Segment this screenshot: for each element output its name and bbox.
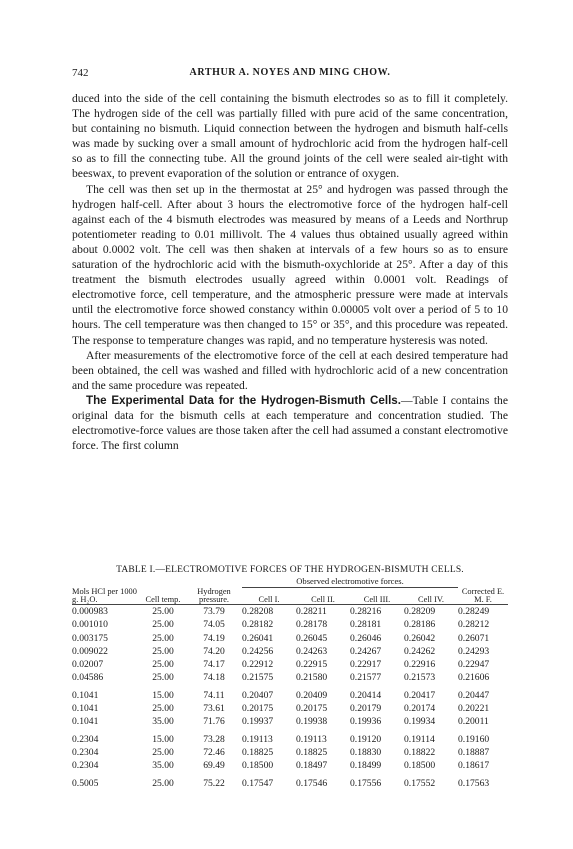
cell-temp: 25.00 bbox=[152, 778, 174, 790]
cell-temp: 25.00 bbox=[152, 671, 174, 683]
cell-emf-3: 0.22917 bbox=[350, 658, 382, 670]
cell-corrected: 0.28212 bbox=[458, 619, 490, 631]
cell-emf-2: 0.20175 bbox=[296, 702, 328, 714]
cell-emf-2: 0.22915 bbox=[296, 658, 328, 670]
cell-temp: 25.00 bbox=[152, 606, 174, 618]
cell-emf-1: 0.20407 bbox=[242, 689, 274, 701]
paragraph-2: The cell was then set up in the thermostat at 25° and hydrogen was passed through the hydrogen half-cell. After about 3 hours the electromotive force of the hydrogen half-cell against each of the 4 bismuth electrodes was measured by means of a Leeds and Northrup potentiometer reading to 0.01 millivolt. The 4 values thus obtained usually agreed within about 0.0002 volt. The cell was then shaken at intervals of a few hours so as to ensure saturation of the hydrochloric acid with the bismuth-oxychloride at 25°. After a day of this treatment the bismuth electrodes usually agreed within 0.0001 volt. Readings of electromotive force, cell temperature, and the atmospheric pressure were made at intervals until the electromotive force showed constancy within 0.00005 volt over a period of 5 to 10 hours. The cell temperature was then changed to 15° or 35°, and this procedure was repeated. The response to temperature changes was rapid, and no temperature hysteresis was noted. bbox=[72, 182, 508, 347]
cell-emf-1: 0.19937 bbox=[242, 716, 274, 728]
cell-corrected: 0.20221 bbox=[458, 702, 490, 714]
cell-pressure: 74.17 bbox=[203, 658, 225, 670]
cell-corrected: 0.21606 bbox=[458, 671, 490, 683]
cell-mols: 0.04586 bbox=[72, 671, 104, 683]
cell-corrected: 0.22947 bbox=[458, 658, 490, 670]
cell-emf-1: 0.28208 bbox=[242, 606, 274, 618]
cell-emf-4: 0.24262 bbox=[404, 645, 436, 657]
cell-emf-4: 0.21573 bbox=[404, 671, 436, 683]
cell-mols: 0.001010 bbox=[72, 619, 108, 631]
table-row bbox=[72, 746, 508, 759]
table-row bbox=[72, 715, 508, 728]
cell-pressure: 75.22 bbox=[203, 778, 225, 790]
cell-emf-2: 0.24263 bbox=[296, 645, 328, 657]
cell-emf-4: 0.17552 bbox=[404, 778, 436, 790]
cell-pressure: 74.18 bbox=[203, 671, 225, 683]
cell-mols: 0.000983 bbox=[72, 606, 108, 618]
cell-temp: 25.00 bbox=[152, 632, 174, 644]
cell-mols: 0.1041 bbox=[72, 702, 99, 714]
cell-emf-1: 0.28182 bbox=[242, 619, 274, 631]
section-heading: The Experimental Data for the Hydrogen-Bismuth Cells. bbox=[86, 393, 401, 407]
page-header bbox=[72, 67, 508, 83]
col-header-corrected: Corrected E. M. F. bbox=[458, 588, 508, 605]
cell-emf-3: 0.18499 bbox=[350, 760, 382, 772]
cell-emf-3: 0.19936 bbox=[350, 716, 382, 728]
paragraph-4-text: —Table I contains the original data for the bismuth cells at each temperature and concentration studied. The electromotive-force values are those taken after the cell had assumed a constant electromotive force. The first column bbox=[72, 393, 508, 453]
cell-temp: 25.00 bbox=[152, 747, 174, 759]
cell-temp: 25.00 bbox=[152, 645, 174, 657]
cell-emf-2: 0.17546 bbox=[296, 778, 328, 790]
cell-emf-4: 0.19934 bbox=[404, 716, 436, 728]
cell-temp: 25.00 bbox=[152, 619, 174, 631]
cell-corrected: 0.17563 bbox=[458, 778, 490, 790]
cell-pressure: 74.11 bbox=[203, 689, 225, 701]
cell-emf-3: 0.17556 bbox=[350, 778, 382, 790]
cell-emf-2: 0.18497 bbox=[296, 760, 328, 772]
cell-emf-4: 0.18500 bbox=[404, 760, 436, 772]
page-number: 742 bbox=[72, 67, 89, 79]
table-row bbox=[72, 605, 508, 619]
running-head: ARTHUR A. NOYES AND MING CHOW. bbox=[189, 67, 391, 78]
cell-emf-4: 0.18822 bbox=[404, 747, 436, 759]
cell-emf-2: 0.26045 bbox=[296, 632, 328, 644]
cell-mols: 0.5005 bbox=[72, 778, 99, 790]
cell-emf-1: 0.18825 bbox=[242, 747, 274, 759]
observed-emf-group-header: Observed electromotive forces. bbox=[242, 576, 458, 588]
cell-pressure: 74.19 bbox=[203, 632, 225, 644]
table-row bbox=[72, 632, 508, 645]
table-row bbox=[72, 645, 508, 658]
cell-mols: 0.1041 bbox=[72, 689, 99, 701]
cell-pressure: 71.76 bbox=[203, 716, 225, 728]
col-header-cell-4: Cell IV. bbox=[404, 588, 458, 605]
cell-temp: 35.00 bbox=[152, 716, 174, 728]
table-row bbox=[72, 684, 508, 702]
cell-emf-3: 0.28216 bbox=[350, 606, 382, 618]
body-text bbox=[72, 91, 508, 453]
cell-emf-4: 0.28186 bbox=[404, 619, 436, 631]
cell-emf-2: 0.19113 bbox=[296, 734, 327, 746]
cell-emf-3: 0.19120 bbox=[350, 734, 382, 746]
cell-mols: 0.1041 bbox=[72, 716, 99, 728]
cell-emf-1: 0.21575 bbox=[242, 671, 274, 683]
paragraph-3: After measurements of the electromotive force of the cell at each desired temperature had been obtained, the cell was washed and filled with hydrochloric acid of a new concentration and the same procedure was repeated. bbox=[72, 348, 508, 392]
col-header-mols: Mols HCl per 1000 g. H₂O. bbox=[72, 588, 140, 605]
cell-emf-1: 0.20175 bbox=[242, 702, 274, 714]
cell-emf-2: 0.20409 bbox=[296, 689, 328, 701]
cell-temp: 25.00 bbox=[152, 658, 174, 670]
col-header-temp: Cell temp. bbox=[140, 588, 186, 605]
table-row bbox=[72, 658, 508, 671]
cell-emf-3: 0.20414 bbox=[350, 689, 382, 701]
table-row bbox=[72, 702, 508, 715]
emf-table bbox=[72, 576, 508, 791]
cell-emf-3: 0.24267 bbox=[350, 645, 382, 657]
cell-emf-4: 0.22916 bbox=[404, 658, 436, 670]
cell-temp: 25.00 bbox=[152, 702, 174, 714]
cell-mols: 0.2304 bbox=[72, 747, 99, 759]
table-caption: TABLE I.—ELECTROMOTIVE FORCES OF THE HYDROGEN-BISMUTH CELLS. bbox=[116, 565, 464, 575]
cell-emf-1: 0.24256 bbox=[242, 645, 274, 657]
cell-pressure: 69.49 bbox=[203, 760, 225, 772]
cell-emf-4: 0.20417 bbox=[404, 689, 436, 701]
cell-mols: 0.2304 bbox=[72, 734, 99, 746]
cell-emf-4: 0.26042 bbox=[404, 632, 436, 644]
col-header-pressure: Hydrogen pressure. bbox=[186, 588, 242, 605]
cell-corrected: 0.18617 bbox=[458, 760, 490, 772]
cell-emf-1: 0.17547 bbox=[242, 778, 274, 790]
paragraph-1: duced into the side of the cell containing the bismuth electrodes so as to fill it completely. The hydrogen side of the cell was partially filled with pure acid of the same concentration, but containing no bismuth. Liquid connection between the hydrogen and bismuth half-cells was made by sucking over a small amount of hydrochloric acid from the hydrogen half-cell so as to fill the connecting tube. All the ground joints of the cell were sealed air-tight with beeswax, to prevent evaporation of the solution or entrance of oxygen. bbox=[72, 92, 508, 181]
col-header-cell-1: Cell I. bbox=[242, 588, 296, 605]
table-row bbox=[72, 772, 508, 790]
cell-emf-2: 0.28211 bbox=[296, 606, 327, 618]
cell-mols: 0.2304 bbox=[72, 760, 99, 772]
cell-corrected: 0.18887 bbox=[458, 747, 490, 759]
cell-corrected: 0.19160 bbox=[458, 734, 490, 746]
cell-emf-4: 0.20174 bbox=[404, 702, 436, 714]
cell-corrected: 0.20011 bbox=[458, 716, 489, 728]
cell-pressure: 73.79 bbox=[203, 606, 225, 618]
cell-corrected: 0.28249 bbox=[458, 606, 490, 618]
cell-pressure: 72.46 bbox=[203, 747, 225, 759]
cell-emf-3: 0.21577 bbox=[350, 671, 382, 683]
paragraph-4 bbox=[72, 393, 508, 453]
table-row bbox=[72, 618, 508, 631]
cell-emf-4: 0.28209 bbox=[404, 606, 436, 618]
cell-emf-3: 0.18830 bbox=[350, 747, 382, 759]
cell-pressure: 74.05 bbox=[203, 619, 225, 631]
table-body bbox=[72, 605, 508, 791]
table-row bbox=[72, 728, 508, 746]
col-header-cell-2: Cell II. bbox=[296, 588, 350, 605]
table-row bbox=[72, 671, 508, 684]
cell-emf-2: 0.19938 bbox=[296, 716, 328, 728]
cell-mols: 0.003175 bbox=[72, 632, 108, 644]
cell-emf-2: 0.21580 bbox=[296, 671, 328, 683]
cell-temp: 15.00 bbox=[152, 734, 174, 746]
cell-corrected: 0.24293 bbox=[458, 645, 490, 657]
cell-pressure: 74.20 bbox=[203, 645, 225, 657]
table-row bbox=[72, 759, 508, 772]
cell-corrected: 0.26071 bbox=[458, 632, 490, 644]
cell-temp: 15.00 bbox=[152, 689, 174, 701]
cell-emf-2: 0.28178 bbox=[296, 619, 328, 631]
cell-mols: 0.02007 bbox=[72, 658, 104, 670]
cell-emf-1: 0.19113 bbox=[242, 734, 273, 746]
cell-emf-1: 0.22912 bbox=[242, 658, 274, 670]
cell-emf-3: 0.26046 bbox=[350, 632, 382, 644]
cell-pressure: 73.61 bbox=[203, 702, 225, 714]
cell-corrected: 0.20447 bbox=[458, 689, 490, 701]
col-header-cell-3: Cell III. bbox=[350, 588, 404, 605]
cell-emf-4: 0.19114 bbox=[404, 734, 435, 746]
cell-temp: 35.00 bbox=[152, 760, 174, 772]
cell-pressure: 73.28 bbox=[203, 734, 225, 746]
cell-emf-3: 0.28181 bbox=[350, 619, 382, 631]
cell-mols: 0.009022 bbox=[72, 645, 108, 657]
cell-emf-1: 0.18500 bbox=[242, 760, 274, 772]
cell-emf-3: 0.20179 bbox=[350, 702, 382, 714]
cell-emf-1: 0.26041 bbox=[242, 632, 274, 644]
cell-emf-2: 0.18825 bbox=[296, 747, 328, 759]
